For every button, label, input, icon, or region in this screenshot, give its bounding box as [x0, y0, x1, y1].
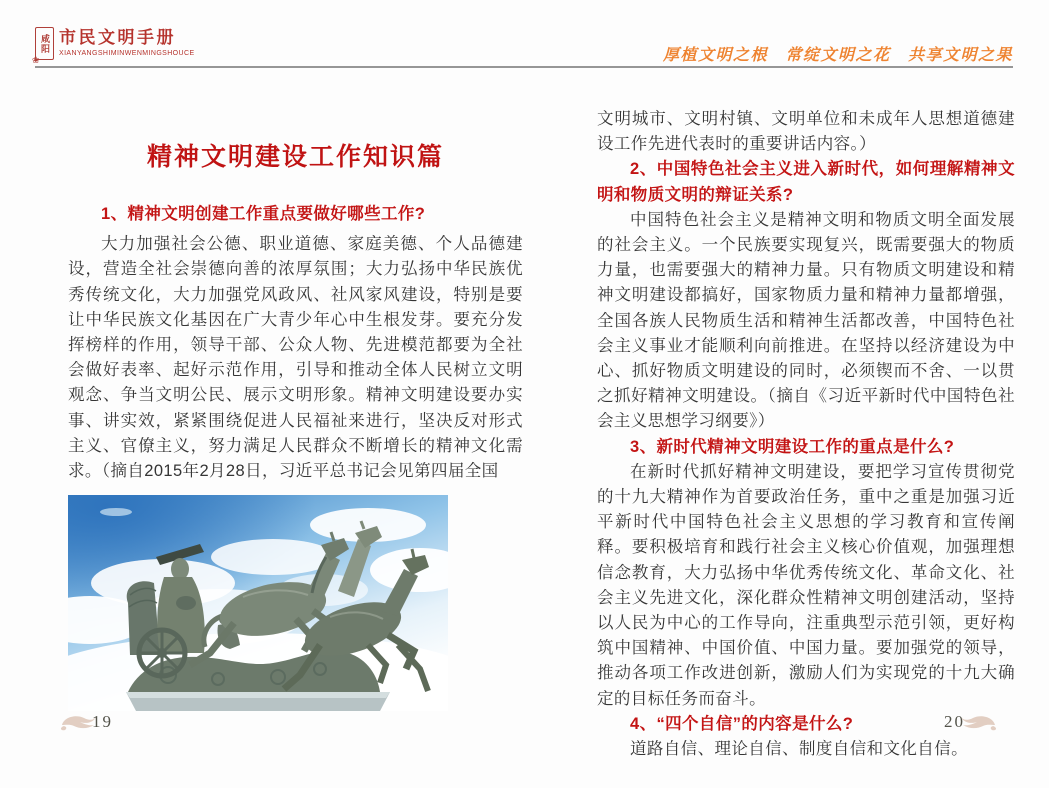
question-4-answer: 道路自信、理论自信、制度自信和文化自信。 [630, 740, 968, 759]
question-3-answer: 在新时代抓好精神文明建设，要把学习宣传贯彻党的十九大精神作为首要政治任务，重中之重是加强习近平新时代中国特色社会主义思想的学习教育和宣传阐释。要积极培育和践行社会主义核心价值观，加强理想信念教育，大力弘扬中华优秀传统文化、革命文化、社会主义先进文化，深化群众性精神文明创建活动，坚持以人民为中心的工作导向，注重典型示范引领，更好构筑中国精神、中国价值、中国力量。要加强党的领导，推动各项工作改进创新，激励人们为实现党的十九大确定的目标任务而奋斗。 [597, 462, 1015, 708]
section-title: 精神文明建设工作知识篇 [146, 143, 444, 171]
left-page [68, 100, 523, 711]
pedestal-top [126, 692, 390, 698]
header-divider [35, 66, 1013, 68]
right-page [597, 100, 1015, 762]
flourish-icon [959, 712, 999, 732]
question-3-heading: 3、新时代精神文明建设工作的重点是什么? [630, 437, 955, 456]
right-folio [944, 712, 999, 732]
page-number-left: 19 [92, 712, 113, 731]
emperor-head [171, 558, 189, 580]
question-1-answer-continued: 文明城市、文明村镇、文明单位和未成年人思想道德建设工作先进代表时的重要讲话内容。） [597, 110, 1015, 154]
handbook-title: 市民文明手册 [59, 28, 176, 47]
header-slogan: 厚植文明之根 常绽文明之花 共享文明之果 [662, 47, 1013, 64]
question-2-answer: 中国特色社会主义是精神文明和物质文明全面发展的社会主义。一个民族要实现复兴，既需要强大的物质力量，也需要强大的精神力量。只有物质文明建设和精神文明建设都搞好，国家物质力量和精神力量都增强，全国各族人民物质生活和精神生活都改善，中国特色社会主义事业才能顺利向前推进。在坚持以经济建设为中心、抓好物质文明建设的同时，必须锲而不舍、一以贯之抓好精神文明建设。（摘自《习近平新时代中国特色社会主义思想学习纲要》） [597, 210, 1015, 431]
seal-flower-icon: ❀ [32, 55, 40, 65]
sky-watermark [100, 508, 132, 516]
statue-photo [68, 495, 448, 711]
left-folio [58, 712, 113, 732]
handbook-pinyin: XIANYANGSHIMINWENMINGSHOUCE [59, 50, 195, 57]
seal-icon [32, 27, 54, 65]
question-4-heading: 4、“四个自信”的内容是什么? [630, 714, 854, 733]
handbook-logo [32, 27, 195, 65]
page-number-right: 20 [944, 712, 965, 731]
question-2-heading: 2、中国特色社会主义进入新时代，如何理解精神文明和物质文明的辩证关系? [597, 160, 1015, 204]
seal-text: 咸阳 [40, 33, 50, 54]
question-1-heading: 1、精神文明创建工作重点要做好哪些工作? [101, 205, 426, 223]
question-1-answer: 大力加强社会公德、职业道德、家庭美德、个人品德建设，营造全社会崇德向善的浓厚氛围；大力弘扬中华民族优秀传统文化，大力加强党风政风、社风家风建设，特别是要让中华民族文化基因在广大青少年心中生根发芽。要充分发挥榜样的作用，领导干部、公众人物、先进模范都要为全社会做好表率、起好示范作用，引导和推动全体人民树立文明观念、争当文明公民、展示文明形象。精神文明建设要办实事、讲实效，紧紧围绕促进人民福祉来进行，坚决反对形式主义、官僚主义，努力满足人民群众不断增长的精神文化需求。（摘自2015年2月28日，习近平总书记会见第四届全国 [68, 235, 523, 481]
